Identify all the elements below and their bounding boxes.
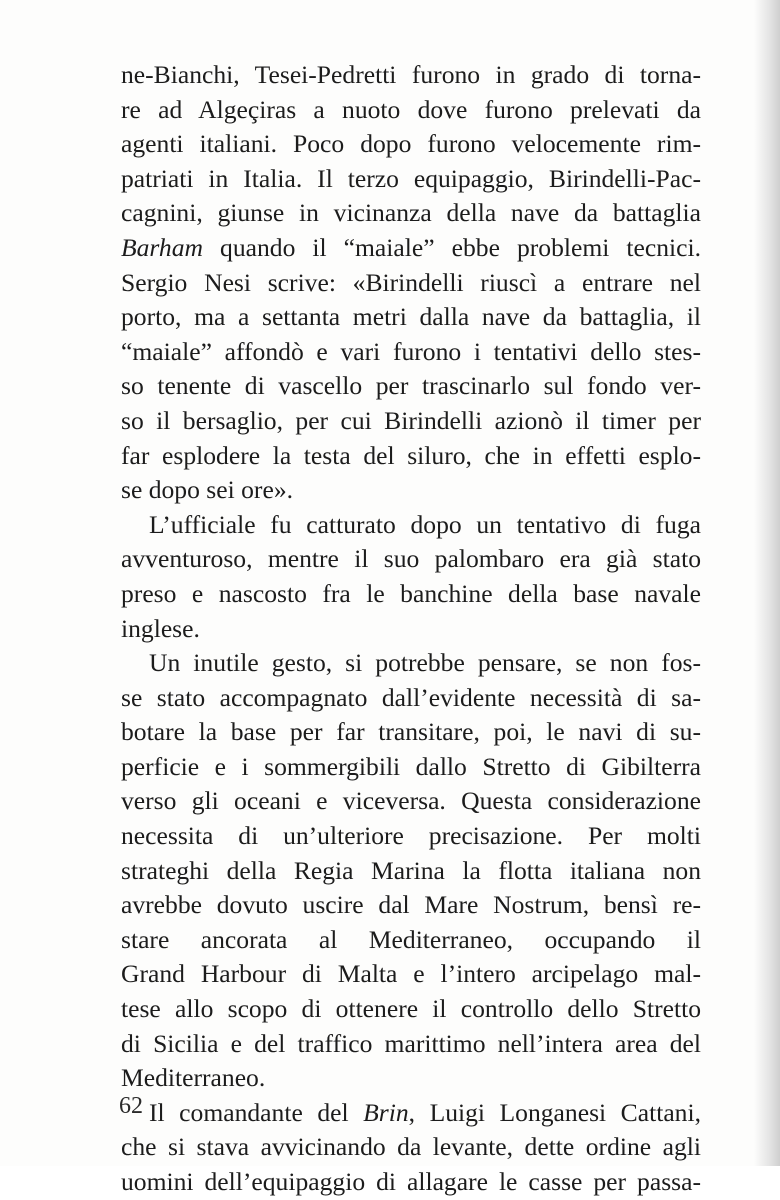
text-line-italic-ship-name: Barham quando il “maiale” ebbe problemi tecnici. [121, 232, 701, 262]
text-line: porto, ma a settanta metri dalla nave da battaglia, il [121, 302, 701, 332]
paragraph-3 [121, 646, 701, 1096]
text-line: se dopo sei ore». [121, 475, 294, 505]
paragraph-4 [121, 1096, 701, 1200]
text-line: necessita di un’ulteriore precisazione. Per molti [121, 821, 701, 851]
text-line: che si stava avvicinando da levante, dette ordine agli [121, 1132, 701, 1162]
text-line: botare la base per far transitare, poi, le navi di su- [121, 717, 701, 747]
text-line: perficie e i sommergibili dallo Stretto di Gibilterra [121, 751, 701, 781]
ship-name: Brin [363, 1097, 409, 1127]
text-line: Grand Harbour di Malta e l’intero arcipelago mal- [121, 959, 701, 989]
text-line: Sergio Nesi scrive: «Birindelli riuscì a entrare nel [121, 267, 701, 297]
text-line: preso e nascosto fra le banchine della base navale [121, 578, 701, 608]
text-line: so il bersaglio, per cui Birindelli azionò il timer per [121, 405, 701, 435]
ship-name: Barham [121, 232, 204, 262]
text-line: ne-Bianchi, Tesei-Pedretti furono in grado di torna- [121, 60, 701, 89]
text-line: verso gli oceani e viceversa. Questa considerazione [121, 786, 701, 816]
page-edge-shadow [754, 0, 780, 1166]
text-line: Un inutile gesto, si potrebbe pensare, se non fos- [149, 648, 701, 678]
text-line: avrebbe dovuto uscire dal Mare Nostrum, bensì re- [121, 890, 701, 920]
paragraph-1 [121, 58, 701, 508]
text-line: se stato accompagnato dall’evidente necessità di sa- [121, 682, 701, 712]
text-line-italic-ship-name: Il comandante del Brin, Luigi Longanesi Cattani, [149, 1097, 701, 1127]
text-line: re ad Algeçiras a nuoto dove furono prelevati da [121, 94, 701, 124]
text-line: so tenente di vascello per trascinarlo sul fondo ver- [121, 371, 701, 401]
text-line: “maiale” affondò e vari furono i tentativi dello stes- [121, 336, 701, 366]
page-number: 62 [119, 1093, 143, 1119]
text-line: uomini dell’equipaggio di allagare le casse per passa- [121, 1167, 701, 1196]
body-text [121, 58, 701, 1200]
text-line: agenti italiani. Poco dopo furono velocemente rim- [121, 129, 701, 159]
paragraph-2 [121, 508, 701, 646]
text-line: patriati in Italia. Il terzo equipaggio, Birindelli-Pac- [121, 163, 701, 193]
text-line: Mediterraneo. [121, 1063, 266, 1093]
text-line: L’ufficiale fu catturato dopo un tentativo di fuga [149, 509, 701, 539]
text-line: tese allo scopo di ottenere il controllo dello Stretto [121, 994, 701, 1024]
text-line: inglese. [121, 613, 200, 643]
text-line: stare ancorata al Mediterraneo, occupando il [121, 924, 701, 954]
text-line: cagnini, giunse in vicinanza della nave da battaglia [121, 198, 701, 228]
text-line: strateghi della Regia Marina la flotta italiana non [121, 855, 701, 885]
text-line: far esplodere la testa del siluro, che in effetti esplo- [121, 440, 701, 470]
text-line: di Sicilia e del traffico marittimo nell’intera area del [121, 1028, 701, 1058]
text-line: avventuroso, mentre il suo palombaro era già stato [121, 544, 701, 574]
